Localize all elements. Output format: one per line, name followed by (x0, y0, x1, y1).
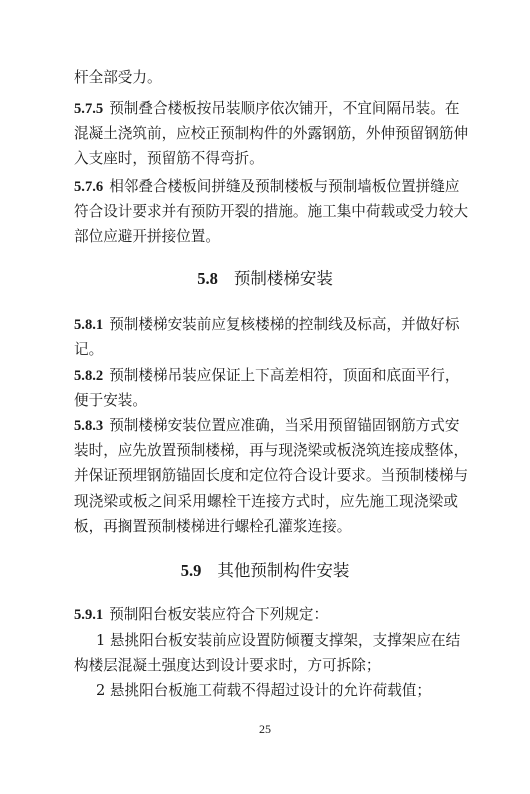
section-title: 预制楼梯安装 (233, 269, 333, 288)
paragraph-line: 混凝土浇筑前，应校正预制构件的外露钢筋，外伸预留钢筋伸 (74, 125, 469, 142)
paragraph-line: 符合设计要求并有预防开裂的措施。施工集中荷载或受力较大 (74, 203, 469, 220)
paragraph-line: 部位应避开拼接位置。 (74, 228, 220, 245)
clause-text: 相邻叠合楼板间拼缝及预制楼板与预制墙板位置拼缝应 (109, 178, 460, 195)
clause-number: 5.7.5 (74, 101, 104, 117)
paragraph-line: 便于安装。 (74, 392, 147, 409)
clause-number: 5.8.2 (74, 368, 104, 384)
clause-5-9-1-line (74, 605, 458, 625)
paragraph-line: 杆全部受力。 (74, 69, 162, 86)
list-item-2-line: 2 悬挑阳台板施工荷载不得超过设计的允许荷载值； (96, 682, 431, 699)
paragraph-line: 入支座时，预留筋不得弯折。 (74, 150, 264, 167)
clause-5-7-5-line (74, 99, 458, 119)
clause-text: 预制阳台板安装应符合下列规定： (109, 606, 329, 623)
section-heading-5-9 (0, 560, 530, 582)
clause-number: 5.8.1 (74, 317, 104, 333)
clause-5-8-2-line (74, 366, 458, 386)
paragraph-line: 记。 (74, 341, 104, 358)
clause-number: 5.7.6 (74, 179, 104, 195)
clause-number: 5.9.1 (74, 607, 104, 623)
clause-number: 5.8.3 (74, 418, 104, 434)
paragraph-line: 构楼层混凝土强度达到设计要求时，方可拆除； (74, 657, 381, 674)
section-title: 其他预制构件安装 (217, 561, 350, 580)
clause-text: 预制叠合楼板按吊装顺序依次铺开，不宜间隔吊装。在 (109, 100, 460, 117)
page-number: 25 (259, 722, 271, 736)
section-number: 5.8 (197, 269, 218, 288)
section-number: 5.9 (180, 561, 202, 580)
clause-5-7-6-line (74, 177, 458, 197)
clause-5-8-3-line (74, 416, 458, 436)
paragraph-line: 装时，应先放置预制楼梯，再与现浇梁或板浇筑连接成整体， (74, 442, 469, 459)
list-item-1-line: 1 悬挑阳台板安装前应设置防倾覆支撑架，支撑架应在结 (96, 632, 461, 649)
clause-text: 预制楼梯安装位置应准确，当采用预留锚固钢筋方式安 (109, 417, 460, 434)
clause-5-8-1-line (74, 315, 458, 335)
paragraph-line: 板，再搁置预制楼梯进行螺栓孔灌浆连接。 (74, 518, 352, 535)
paragraph-line: 并保证预埋钢筋锚固长度和定位符合设计要求。当预制楼梯与 (74, 467, 469, 484)
clause-text: 预制楼梯吊装应保证上下高差相符，顶面和底面平行， (109, 367, 460, 384)
clause-text: 预制楼梯安装前应复核楼梯的控制线及标高，并做好标 (109, 316, 460, 333)
section-heading-5-8 (0, 268, 530, 290)
paragraph-line: 现浇梁或板之间采用螺栓干连接方式时，应先施工现浇梁或 (74, 493, 458, 510)
